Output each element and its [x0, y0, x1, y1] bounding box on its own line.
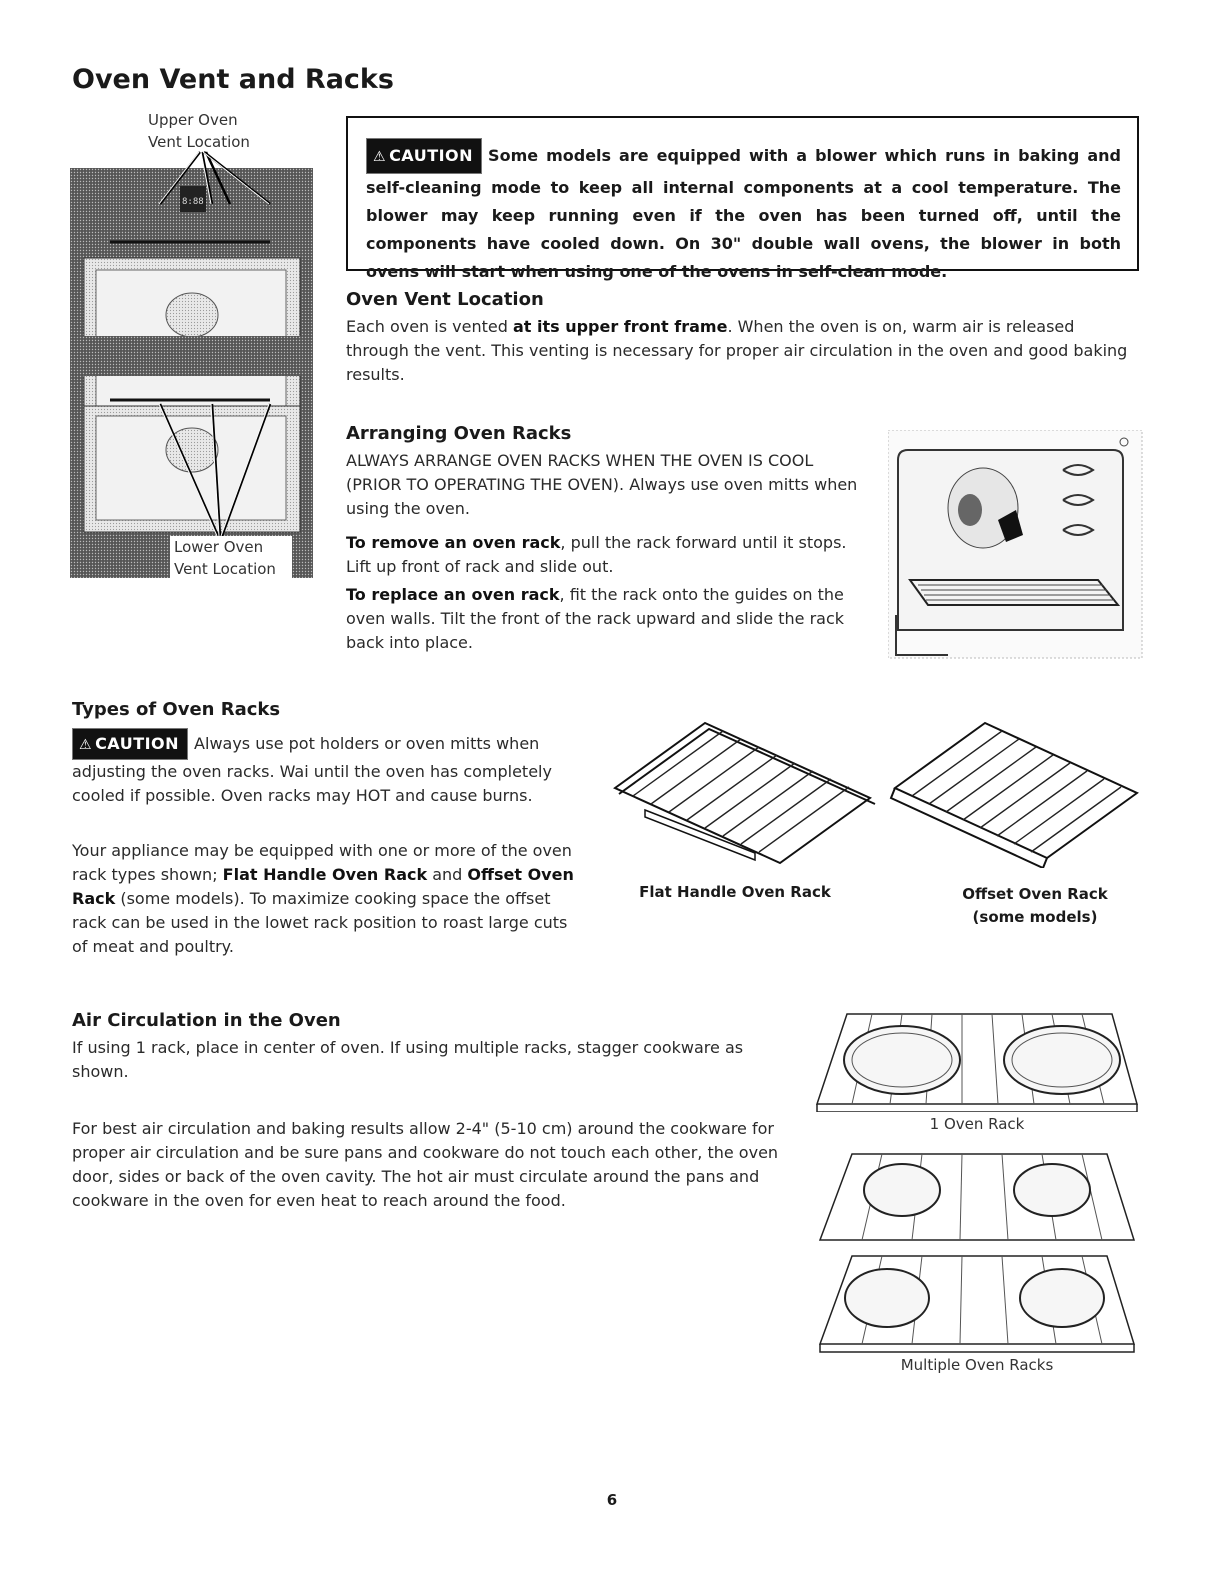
arranging-heading: Arranging Oven Racks: [346, 423, 572, 444]
page-number: 6: [606, 1491, 618, 1509]
page-title: Oven Vent and Racks: [72, 64, 394, 95]
caution-badge-label: CAUTION: [389, 146, 474, 165]
types-heading: Types of Oven Racks: [72, 699, 281, 720]
upper-vent-label-line1: Upper Oven: [148, 111, 238, 129]
types-p2-a: Your appliance may be equipped with one or more of the oven rack types shown;: [72, 841, 572, 884]
oven-interior-illustration: [888, 430, 1143, 660]
remove-rack-bold: To remove an oven rack: [346, 533, 561, 552]
replace-rack-body: , fit the rack onto the guides on the oven walls. Tilt the front of the rack upward and slide the rack back into place.: [346, 585, 845, 652]
warning-icon: ⚠: [79, 737, 93, 753]
one-rack-caption: 1 Oven Rack: [929, 1115, 1025, 1133]
replace-rack-bold: To replace an oven rack: [346, 585, 560, 604]
vent-location-text: [346, 315, 1131, 387]
vent-location-heading: Oven Vent Location: [346, 289, 544, 310]
types-caution-text: [72, 728, 592, 808]
types-caution-body: Always use pot holders or oven mitts when adjusting the oven racks. Wai until the oven has completely cooled if possible. Oven racks may HOT and cause burns.: [72, 734, 552, 805]
lower-vent-label-line2: Vent Location: [174, 560, 276, 578]
remove-rack-text: [346, 531, 866, 579]
flat-handle-rack-caption: Flat Handle Oven Rack: [639, 883, 831, 901]
air-paragraph-2: For best air circulation and baking results allow 2-4" (5-10 cm) around the cookware for proper air circulation and be sure pans and cookware do not touch each other, the oven door, sides or back of the oven cavity. The hot air must circulate around the pans and cookware in the oven for even heat to reach around the food.: [72, 1119, 779, 1210]
replace-rack-text: [346, 583, 866, 655]
types-p2-and: and: [427, 865, 468, 884]
types-caution-badge-label: CAUTION: [95, 734, 180, 753]
vent-text-bold: at its upper front frame: [512, 317, 728, 336]
air-heading: Air Circulation in the Oven: [72, 1010, 341, 1031]
lower-vent-label-line1: Lower Oven: [174, 538, 264, 556]
one-rack-illustration: [812, 1010, 1142, 1112]
offset-rack-caption: [920, 883, 1150, 929]
vent-text-part2: . When the oven is on, warm air is released through the vent. This venting is necessary for proper air circulation in the oven and good baking results.: [346, 317, 1128, 384]
offset-rack-caption-line1: Offset Oven Rack: [962, 885, 1108, 903]
air-paragraph-1: If using 1 rack, place in center of oven. If using multiple racks, stagger cookware as shown.: [72, 1038, 744, 1081]
types-caution-badge: [72, 728, 188, 760]
multiple-racks-illustration: [812, 1148, 1142, 1356]
caution-box-blower: [346, 116, 1139, 281]
vent-text-part1: Each oven is vented: [346, 317, 513, 336]
lower-vent-label: [170, 536, 292, 580]
flat-handle-rack-illustration: [605, 718, 885, 868]
remove-rack-body: , pull the rack forward until it stops. Lift up front of rack and slide out.: [346, 533, 847, 576]
lower-vent-arrows: [140, 400, 280, 540]
caution-text: Some models are equipped with a blower which runs in baking and self-cleaning mode to keep all internal components at a cool temperature. The blower may keep running even if the oven has been turned off, until the components have cooled down. On 30" double wall ovens, the blower in both ovens will start when using one of the ovens in self-clean mode.: [366, 146, 1121, 281]
offset-rack-illustration: [885, 718, 1150, 868]
multiple-racks-caption: Multiple Oven Racks: [900, 1356, 1054, 1374]
types-p2-d: (some models). To maximize cooking space the offset rack can be used in the lowet rack position to roast large cuts of meat and poultry.: [72, 889, 568, 956]
arranging-text: [346, 449, 866, 655]
control-display-text: 8:88: [182, 197, 204, 207]
types-p2-offset: Offset Oven Rack: [72, 865, 574, 908]
arranging-intro: ALWAYS ARRANGE OVEN RACKS WHEN THE OVEN IS COOL (PRIOR TO OPERATING THE OVEN). Always use oven mitts when using the oven.: [346, 451, 858, 518]
upper-vent-label: [148, 109, 250, 153]
types-paragraph: [72, 839, 582, 959]
caution-badge: [366, 138, 482, 174]
types-p2-flat-handle: Flat Handle Oven Rack: [222, 865, 428, 884]
offset-rack-caption-line2: (some models): [972, 908, 1098, 926]
warning-icon: ⚠: [373, 149, 387, 165]
upper-vent-label-line2: Vent Location: [148, 133, 250, 151]
upper-vent-arrows: [140, 150, 280, 210]
